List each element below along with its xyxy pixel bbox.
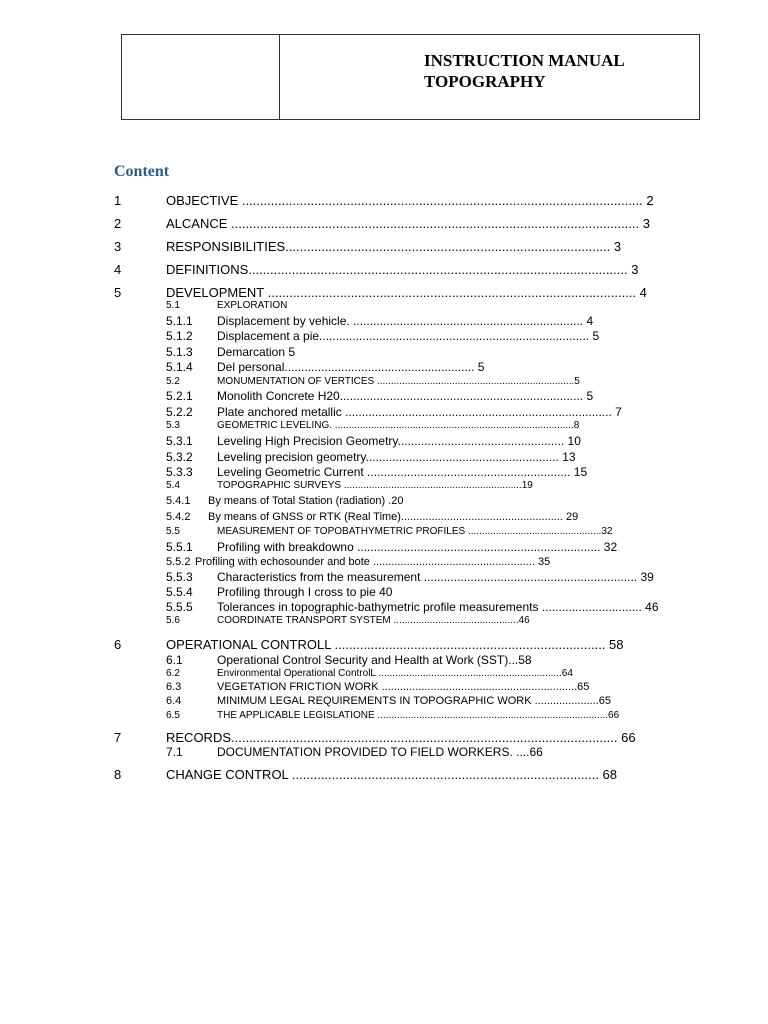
toc-number: 7 <box>114 730 122 745</box>
toc-text: Profiling through I cross to pie 40 <box>217 585 393 599</box>
toc-text: VEGETATION FRICTION WORK ................................................................65 <box>217 681 590 693</box>
toc-text: Displacement by vehicle. ..................................................................... 4 <box>217 314 594 328</box>
toc-text: DEFINITIONS......................................................................................................... 3 <box>166 262 639 277</box>
toc-text: Operational Control Security and Health at Work (SST)...58 <box>217 653 532 667</box>
toc-number: 5.1.4 <box>166 360 193 374</box>
toc-number: 6.4 <box>166 695 182 707</box>
toc-number: 6 <box>114 637 122 652</box>
toc-text: MONUMENTATION OF VERTICES .......................................................................5 <box>217 376 580 387</box>
toc-text: CHANGE CONTROL ..................................................................................... 68 <box>166 767 617 782</box>
content-heading: Content <box>114 163 170 180</box>
toc-number: 5.5.5 <box>166 600 193 614</box>
toc-text: Leveling Geometric Current ............................................................. 15 <box>217 465 588 479</box>
toc-text: GEOMETRIC LEVELING. ......................................................................................8 <box>217 420 580 431</box>
toc-text: By means of GNSS or RTK (Real Time)..................................................... 29 <box>208 511 579 523</box>
toc-text: TOPOGRAPHIC SURVEYS ................................................................19 <box>217 480 533 491</box>
toc-text: OBJECTIVE ............................................................................................................... 2 <box>166 193 654 208</box>
toc-text: Leveling High Precision Geometry.................................................. 10 <box>217 434 581 448</box>
toc-number: 2 <box>114 216 122 231</box>
toc-number: 5.2.2 <box>166 405 193 419</box>
toc-number: 5.1 <box>166 300 180 311</box>
toc-number: 5.4.2 <box>166 511 191 523</box>
toc-number: 5.4.1 <box>166 495 191 507</box>
title-line-2: TOPOGRAPHY <box>424 72 546 91</box>
toc-number: 6.5 <box>166 710 180 721</box>
toc-number: 5.5.4 <box>166 585 193 599</box>
toc-text: MEASUREMENT OF TOPOBATHYMETRIC PROFILES ................................................32 <box>217 526 613 537</box>
toc-text: EXPLORATION <box>217 300 288 311</box>
toc-text: OPERATIONAL CONTROLL ........................................................................... 58 <box>166 637 624 652</box>
toc-number: 3 <box>114 239 122 254</box>
toc-text: MINIMUM LEGAL REQUIREMENTS IN TOPOGRAPHIC WORK .....................65 <box>217 695 612 707</box>
toc-text: RESPONSIBILITIES.......................................................................................... 3 <box>166 239 622 254</box>
toc-number: 5.3.3 <box>166 465 193 479</box>
toc-number: 8 <box>114 767 122 782</box>
header-divider <box>279 35 280 119</box>
toc-text: RECORDS........................................................................................................... 66 <box>166 730 636 745</box>
toc-text: DOCUMENTATION PROVIDED TO FIELD WORKERS. ....66 <box>217 745 543 759</box>
toc-number: 5.2.1 <box>166 389 193 403</box>
toc-text: Characteristics from the measurement ................................................................ 39 <box>217 570 654 584</box>
toc-text: Profiling with breakdowno ......................................................................... 32 <box>217 540 618 554</box>
toc-text: DEVELOPMENT ...................................................................................................... 4 <box>166 285 647 300</box>
header-box <box>121 34 700 120</box>
toc-number: 5.3.2 <box>166 450 193 464</box>
toc-number: 5.1.1 <box>166 314 193 328</box>
toc-text: Environmental Operational ControlL ..................................................................64 <box>217 668 573 679</box>
title-line-1: INSTRUCTION MANUAL <box>424 51 625 70</box>
toc-text: Leveling precision geometry.......................................................... 13 <box>217 450 576 464</box>
toc-number: 4 <box>114 262 122 277</box>
toc-text: THE APPLICABLE LEGISLATIONE ...................................................................................66 <box>217 710 620 721</box>
toc-number: 5.4 <box>166 480 180 491</box>
toc-text: COORDINATE TRANSPORT SYSTEM .............................................46 <box>217 615 530 626</box>
toc-number: 5.5.3 <box>166 570 193 584</box>
toc-text: Displacement a pie................................................................................. 5 <box>217 329 600 343</box>
toc-number: 5.5.1 <box>166 540 193 554</box>
toc-number: 5.1.3 <box>166 345 193 359</box>
toc-text: Del personal......................................................... 5 <box>217 360 485 374</box>
toc-text: Plate anchored metallic ................................................................................ 7 <box>217 405 622 419</box>
document-title <box>424 50 625 92</box>
toc-number: 6.2 <box>166 668 180 679</box>
toc-number: 5.1.2 <box>166 329 193 343</box>
toc-text: Tolerances in topographic-bathymetric profile measurements .............................. 46 <box>217 600 659 614</box>
toc-text: Demarcation 5 <box>217 345 296 359</box>
toc-text: Monolith Concrete H20......................................................................... 5 <box>217 389 594 403</box>
toc-number: 5.5.2 <box>166 556 191 568</box>
toc-number: 7.1 <box>166 745 183 759</box>
toc-number: 6.3 <box>166 681 182 693</box>
toc-text: Profiling with echosounder and bote ..................................................... 35 <box>195 556 551 568</box>
toc-number: 5.2 <box>166 376 180 387</box>
toc-number: 6.1 <box>166 653 183 667</box>
toc-number: 5.3 <box>166 420 180 431</box>
toc-number: 5 <box>114 285 122 300</box>
toc-number: 5.5 <box>166 526 180 537</box>
toc-number: 5.6 <box>166 615 180 626</box>
toc-text: ALCANCE ................................................................................................................. 3 <box>166 216 650 231</box>
toc-text: By means of Total Station (radiation) .20 <box>208 495 404 507</box>
toc-number: 1 <box>114 193 122 208</box>
toc-number: 5.3.1 <box>166 434 193 448</box>
